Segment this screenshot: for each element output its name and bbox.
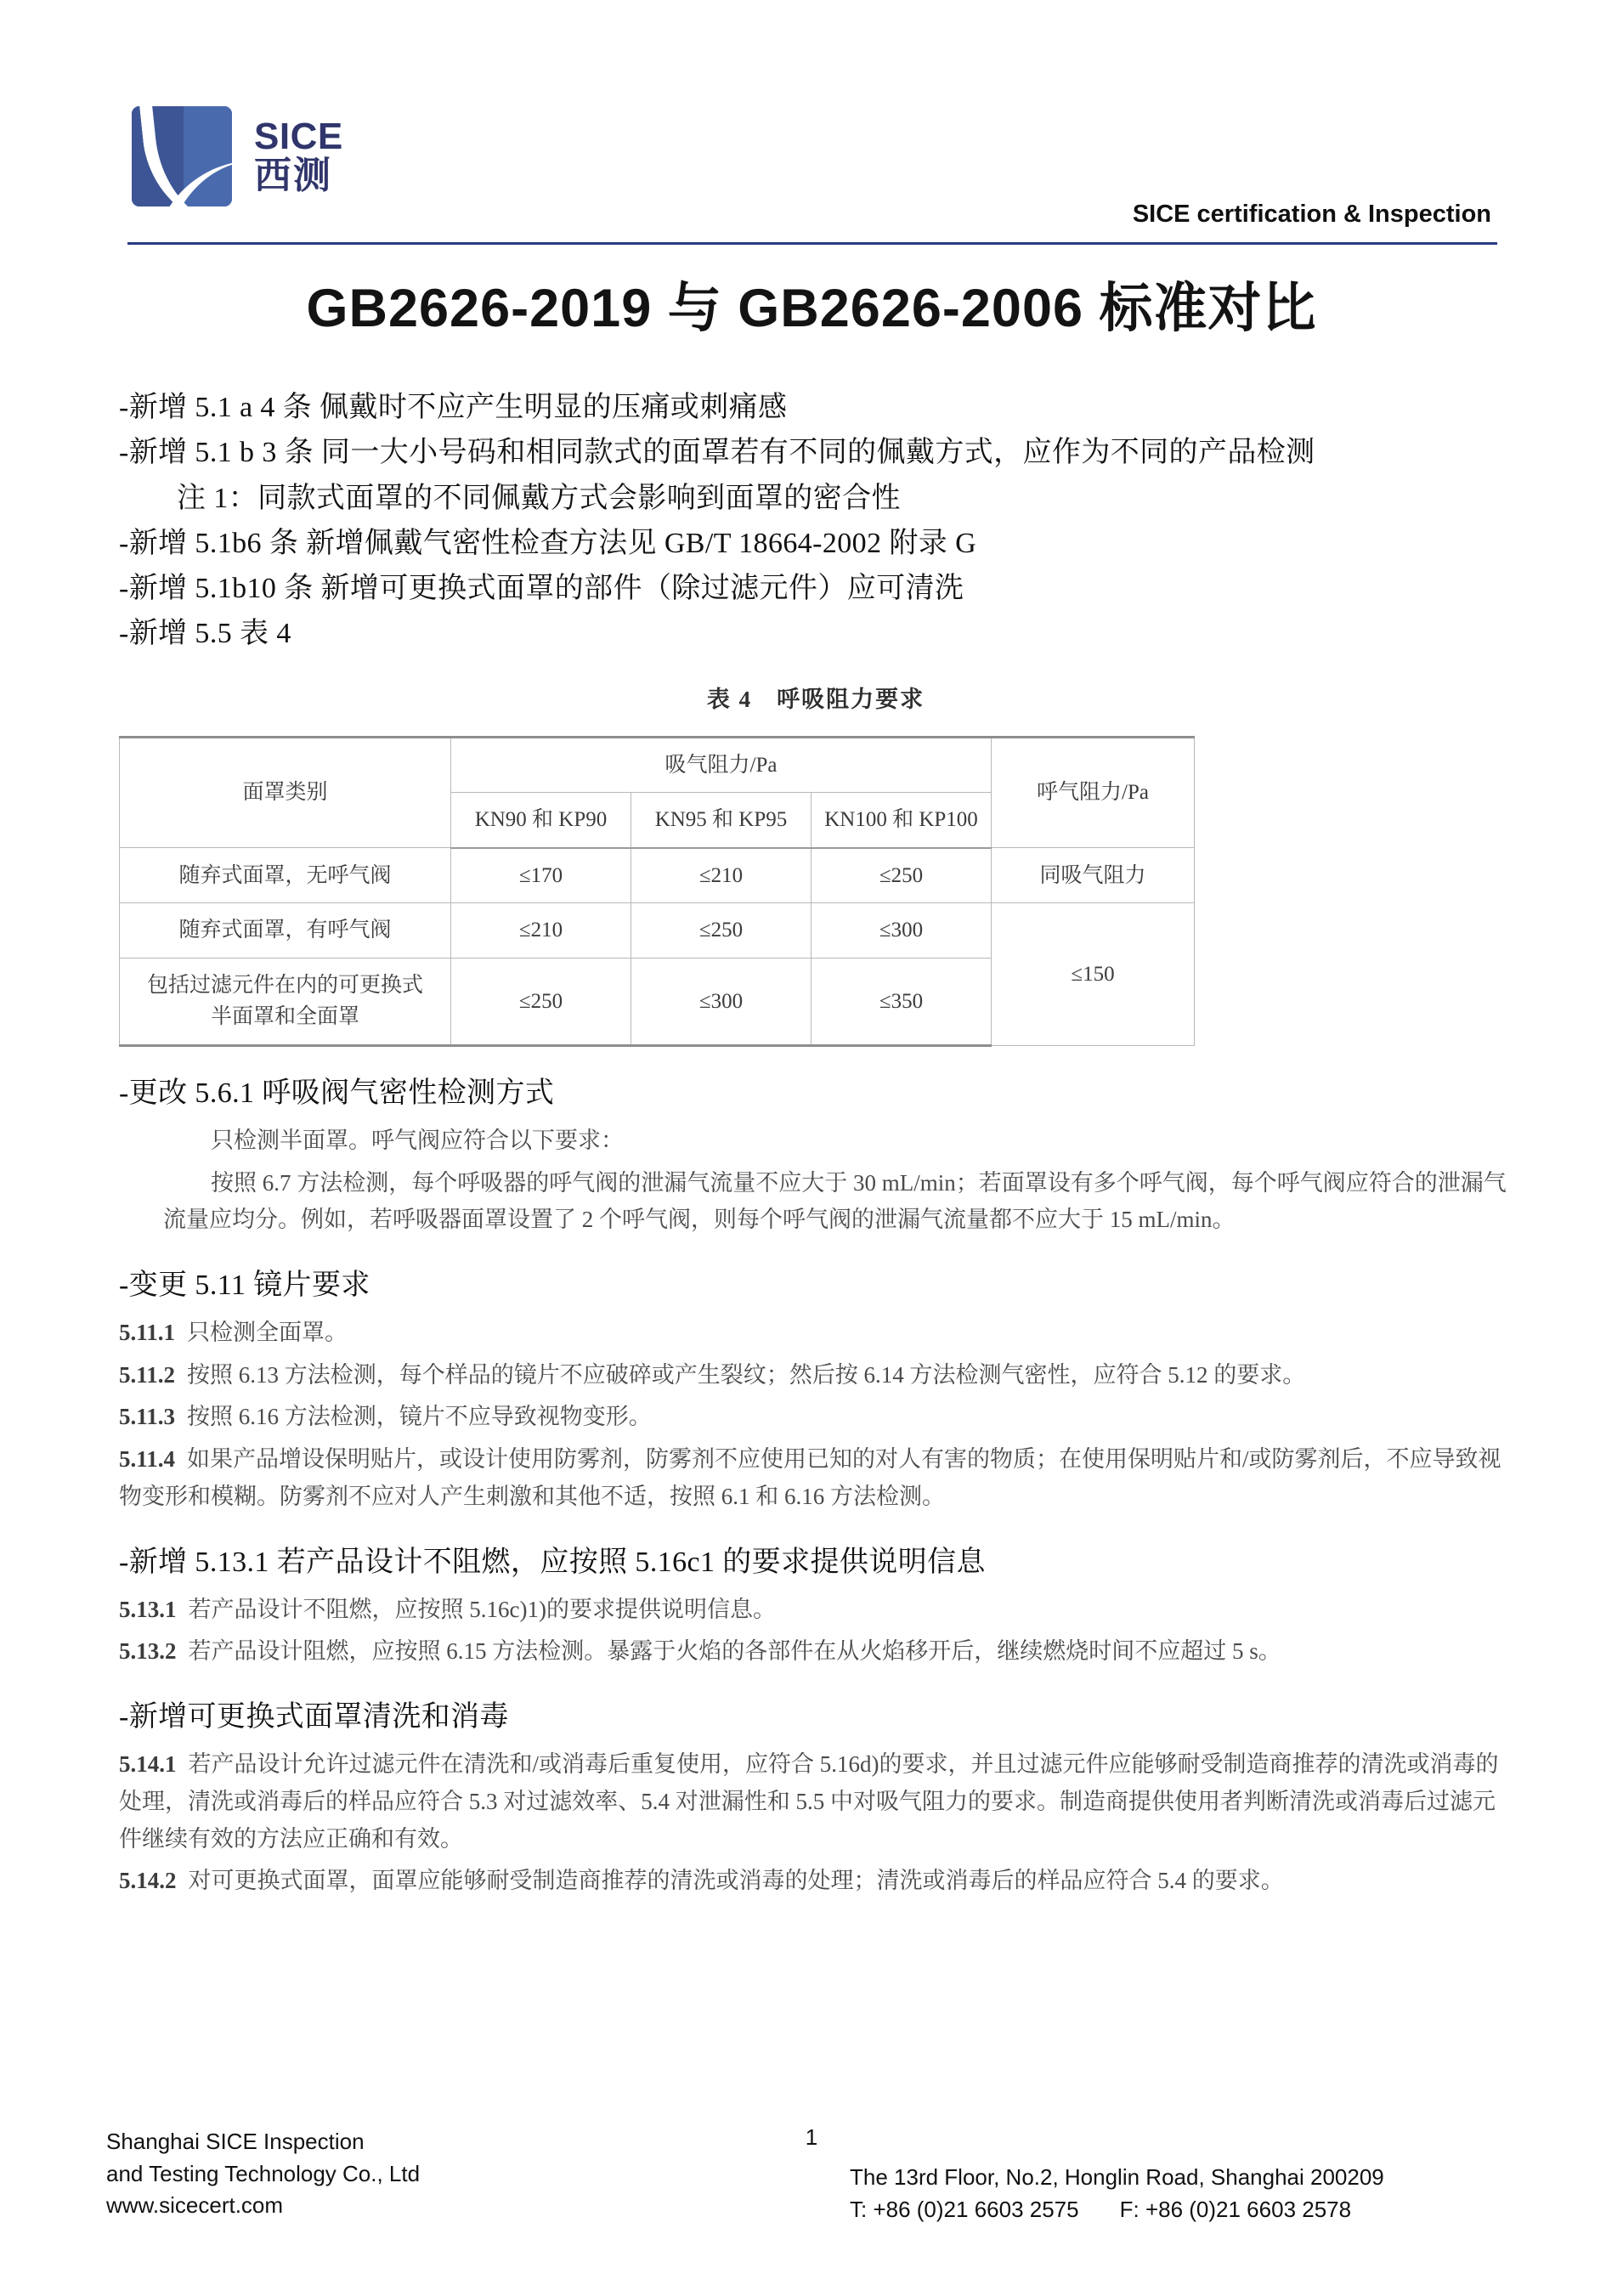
section-heading: -新增可更换式面罩清洗和消毒 [119, 1701, 509, 1733]
footer-telephone: T: +86 (0)21 6603 2575 [850, 2196, 1079, 2222]
section-excerpt [119, 1592, 1513, 1671]
cell-value: ≤350 [812, 958, 992, 1045]
section-excerpt [119, 1123, 1513, 1239]
section-heading: -更改 5.6.1 呼吸阀气密性检测方式 [119, 1077, 555, 1109]
sice-logo-mark-icon [132, 106, 232, 206]
document-body [119, 387, 1513, 1909]
footer-company-line-2: and Testing Technology Co., Ltd [106, 2160, 421, 2186]
cell-value: ≤300 [631, 958, 812, 1045]
excerpt-paragraph: 只检测半面罩。呼气阀应符合以下要求： [211, 1127, 624, 1153]
subheader-kn100: KN100 和 KP100 [812, 793, 992, 848]
section-excerpt [119, 1315, 1513, 1516]
header-mask-category: 面罩类别 [120, 737, 451, 848]
cell-value: ≤250 [451, 958, 631, 1045]
section-heading: -新增 5.13.1 若产品设计不阻燃，应按照 5.16c1 的要求提供说明信息 [119, 1546, 986, 1578]
clause-number: 5.11.4 [119, 1446, 176, 1473]
clause-number: 5.11.2 [119, 1361, 176, 1388]
table-caption: 表 4 呼吸阻力要求 [706, 686, 925, 712]
subheader-kn95: KN95 和 KP95 [631, 793, 812, 848]
cell-value: ≤250 [812, 848, 992, 903]
cell-exhale: 同吸气阻力 [992, 848, 1195, 903]
cell-value: ≤300 [812, 903, 992, 959]
sice-logo-wordmark [254, 117, 343, 195]
excerpt-item [119, 1633, 1513, 1671]
clause-text: 对可更换式面罩，面罩应能够耐受制造商推荐的清洗或消毒的处理；清洗或消毒后的样品应符合 5.4 的要求。 [188, 1868, 1284, 1894]
footer-website[interactable]: www.sicecert.com [106, 2192, 284, 2219]
clause-text: 若产品设计不阻燃，应按照 5.16c)1)的要求提供说明信息。 [188, 1596, 776, 1622]
clause-text: 只检测全面罩。 [187, 1319, 348, 1345]
table-row [120, 848, 1195, 903]
bullet-item: -新增 5.1b10 条 新增可更换式面罩的部件（除过滤元件）应可清洗 [119, 573, 964, 605]
clause-text: 如果产品增设保明贴片，或设计使用防雾剂，防雾剂不应使用已知的对人有害的物质；在使用保明贴片和/或防雾剂后，不应导致视物变形和模糊。防雾剂不应对人产生刺激和其他不适，按照 6.1 和 6.16 方法检测。 [119, 1446, 1501, 1509]
cell-category [120, 958, 451, 1045]
section-heading: -变更 5.11 镜片要求 [119, 1269, 370, 1301]
document-footer [0, 2084, 1623, 2296]
cell-value: ≤170 [451, 848, 631, 903]
page-number: 1 [805, 2124, 818, 2150]
clause-text: 若产品设计允许过滤元件在清洗和/或消毒后重复使用，应符合 5.16d)的要求，并且过滤元件应能够耐受制造商推荐的清洗或消毒的处理，清洗或消毒后的样品应符合 5.3 对过滤效率、5.4 对泄漏性和 5.5 中对吸气阻力的要求。制造商提供使用者判断清洗或消毒后过滤元件继续有效的方法应正确和有效。 [119, 1751, 1499, 1852]
clause-number: 5.14.1 [119, 1751, 177, 1778]
footer-phone-row [850, 2194, 1384, 2226]
cell-category-line1: 包括过滤元件在内的可更换式 [146, 973, 423, 997]
excerpt-item [119, 1357, 1513, 1394]
clause-number: 5.11.1 [119, 1319, 176, 1345]
footer-company-block [106, 2126, 420, 2222]
excerpt-item [119, 1315, 1513, 1352]
table-row [120, 903, 1195, 959]
clause-number: 5.14.2 [119, 1868, 177, 1894]
excerpt-item [119, 1441, 1513, 1515]
header-exhale: 呼气阻力/Pa [992, 737, 1195, 848]
cell-category: 随弃式面罩，无呼气阀 [120, 848, 451, 903]
table-4-block [119, 681, 1513, 1047]
clause-text: 按照 6.13 方法检测，每个样品的镜片不应破碎或产生裂纹；然后按 6.14 方法检测气密性，应符合 5.12 的要求。 [187, 1361, 1306, 1388]
subheader-kn90: KN90 和 KP90 [451, 793, 631, 848]
header-inhale-group: 吸气阻力/Pa [451, 737, 992, 793]
header-tagline: SICE certification & Inspection [1132, 201, 1491, 228]
cell-category: 随弃式面罩，有呼气阀 [120, 903, 451, 959]
cell-exhale: ≤150 [992, 903, 1195, 1046]
footer-fax: F: +86 (0)21 6603 2578 [1119, 2196, 1352, 2222]
page-title: GB2626-2019 与 GB2626-2006 标准对比 [306, 279, 1317, 338]
brand-name-en: SICE [254, 116, 343, 158]
clause-text: 若产品设计阻燃，应按照 6.15 方法检测。暴露于火焰的各部件在从火焰移开后，继续燃烧时间不应超过 5 s。 [188, 1638, 1281, 1665]
table-header-row [120, 737, 1195, 793]
bullet-item: -新增 5.1 a 4 条 佩戴时不应产生明显的压痛或刺痛感 [119, 392, 788, 423]
document-header [0, 0, 1623, 246]
header-divider [127, 242, 1497, 245]
bullet-note: 注 1：同款式面罩的不同佩戴方式会影响到面罩的密合性 [177, 482, 901, 514]
footer-company-line-1: Shanghai SICE Inspection [106, 2129, 365, 2154]
footer-address: The 13rd Floor, No.2, Honglin Road, Shanghai 200209 [850, 2164, 1384, 2190]
brand-name-cn: 西测 [254, 155, 332, 196]
cell-value: ≤250 [631, 903, 812, 959]
clause-text: 按照 6.16 方法检测，镜片不应导致视物变形。 [187, 1404, 652, 1430]
cell-value: ≤210 [631, 848, 812, 903]
clause-number: 5.11.3 [119, 1404, 176, 1430]
clause-number: 5.13.2 [119, 1638, 177, 1665]
cell-category-line2: 半面罩和全面罩 [210, 1005, 359, 1029]
excerpt-item [119, 1863, 1513, 1900]
sice-logo [132, 106, 343, 206]
footer-contact-block [850, 2162, 1384, 2225]
excerpt-item [119, 1592, 1513, 1629]
cell-value: ≤210 [451, 903, 631, 959]
excerpt-item [119, 1399, 1513, 1436]
excerpt-item [119, 1746, 1513, 1858]
breathing-resistance-table [119, 736, 1195, 1047]
bullet-item: -新增 5.1 b 3 条 同一大小号码和相同款式的面罩若有不同的佩戴方式，应作为不同的产品检测 [119, 437, 1315, 469]
section-excerpt [119, 1746, 1513, 1900]
bullet-item: -新增 5.5 表 4 [119, 618, 291, 650]
clause-number: 5.13.1 [119, 1596, 177, 1622]
excerpt-paragraph: 按照 6.7 方法检测，每个呼吸器的呼气阀的泄漏气流量不应大于 30 mL/min；若面罩设有多个呼气阀，每个呼气阀应符合的泄漏气流量应均分。例如，若呼吸器面罩设置了 2 个呼气阀，则每个呼气阀的泄漏气流量都不应大于 15 mL/min。 [163, 1169, 1507, 1233]
bullet-item: -新增 5.1b6 条 新增佩戴气密性检查方法见 GB/T 18664-2002 附录 G [119, 527, 977, 559]
